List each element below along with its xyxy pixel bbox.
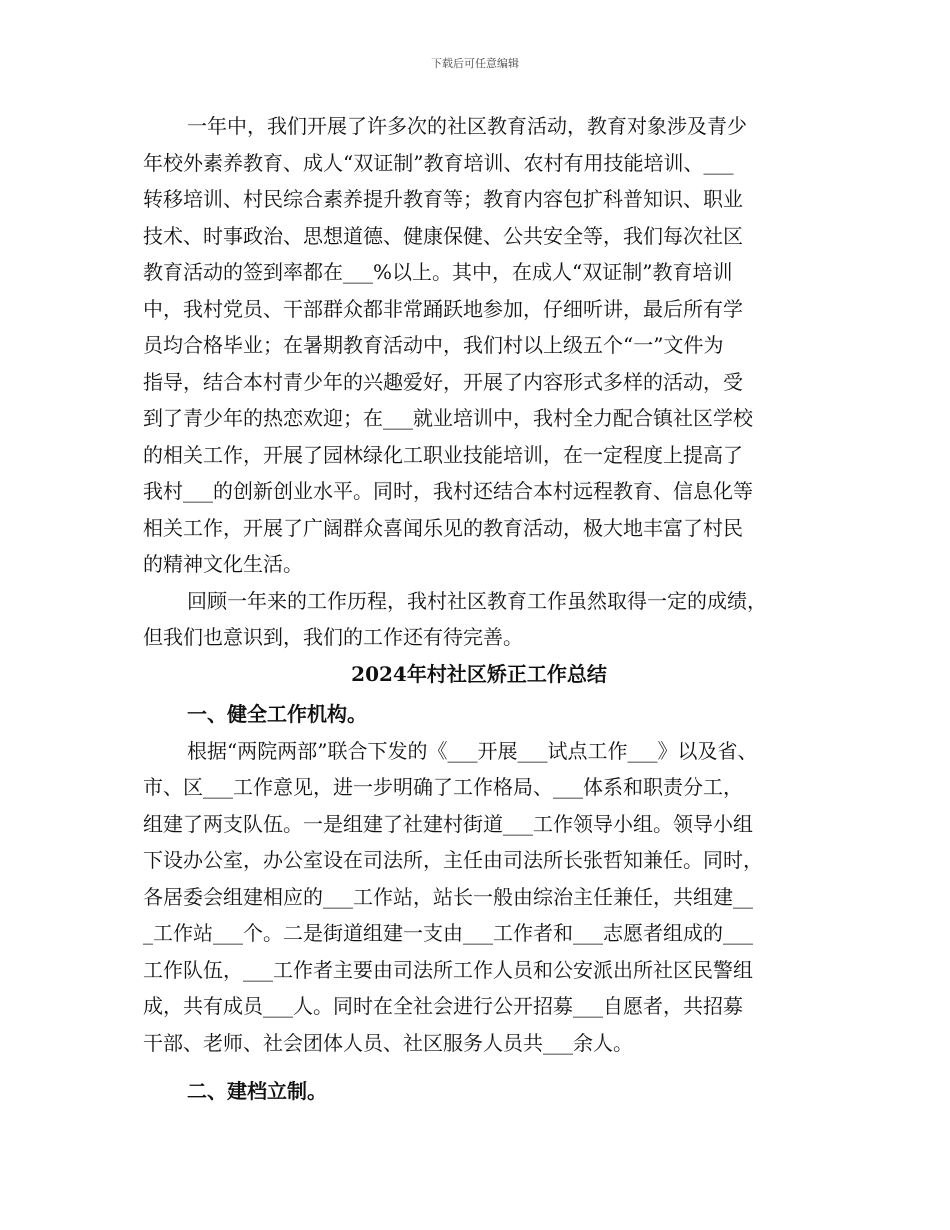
- paragraph-line: 各居委会组建相应的___工作站，站长一般由综治主任兼任，共组建__: [143, 884, 753, 909]
- paragraph-line: 的相关工作，开展了园林绿化工职业技能培训，在一定程度上提高了: [143, 442, 743, 467]
- paragraph-line: 工作队伍，___工作者主要由司法所工作人员和公安派出所社区民警组: [143, 957, 753, 982]
- paragraph-line: 但我们也意识到，我们的工作还有待完善。: [143, 625, 523, 649]
- paragraph-2: [143, 583, 815, 656]
- paragraph-line: 一年中，我们开展了许多次的社区教育活动，教育对象涉及青少: [187, 114, 747, 138]
- paragraph-line: 的精神文化生活。: [143, 552, 303, 576]
- paragraph-line: 回顾一年来的工作历程，我村社区教育工作虽然取得一定的成绩，: [187, 588, 767, 613]
- section-1-body: [143, 733, 815, 1062]
- document-body: [143, 108, 815, 1110]
- document-title: 2024年村社区矫正工作总结: [351, 661, 607, 686]
- paragraph-line: 转移培训、村民综合素养提升教育等；教育内容包扩科普知识、职业: [143, 187, 743, 211]
- page-header: 下载后可任意编辑: [431, 57, 519, 70]
- section-heading-1: 一、健全工作机构。: [187, 702, 367, 726]
- paragraph-line: 教育活动的签到率都在___%以上。其中，在成人“双证制”教育培训: [143, 260, 733, 284]
- paragraph-line: 干部、老师、社会团体人员、社区服务人员共___余人。: [143, 1030, 633, 1055]
- paragraph-line: 市、区___工作意见，进一步明确了工作格局、___体系和职责分工，: [143, 775, 743, 799]
- paragraph-line: 成，共有成员___人。同时在全社会进行公开招募___自愿者，共招募: [143, 994, 743, 1018]
- paragraph-line: _工作站___个。二是街道组建一支由___工作者和___志愿者组成的___: [143, 921, 753, 945]
- paragraph-line: 中，我村党员、干部群众都非常踊跃地参加，仔细听讲，最后所有学: [143, 296, 743, 321]
- section-heading-2: 二、建档立制。: [187, 1079, 327, 1103]
- paragraph-line: 根据“两院两部”联合下发的《___开展___试点工作___》以及省、: [187, 738, 758, 763]
- paragraph-line: 年校外素养教育、成人“双证制”教育培训、农村有用技能培训、___: [143, 150, 734, 175]
- spacer: [143, 1061, 815, 1069]
- paragraph-line: 下设办公室，办公室设在司法所，主任由司法所长张哲知兼任。同时，: [143, 848, 763, 872]
- paragraph-1: [143, 108, 815, 583]
- paragraph-line: 我村___的创新创业水平。同时，我村还结合本村远程教育、信息化等: [143, 479, 753, 503]
- paragraph-line: 到了青少年的热恋欢迎；在___就业培训中，我村全力配合镇社区学校: [143, 406, 753, 430]
- paragraph-line: 组建了两支队伍。一是组建了社建村街道___工作领导小组。领导小组: [143, 811, 753, 836]
- paragraph-line: 技术、时事政治、思想道德、健康保健、公共安全等，我们每次社区: [143, 223, 743, 248]
- paragraph-line: 员均合格毕业；在暑期教育活动中，我们村以上级五个“一”文件为: [143, 333, 724, 357]
- paragraph-line: 相关工作，开展了广阔群众喜闻乐见的教育活动，极大地丰富了村民: [143, 515, 743, 540]
- paragraph-line: 指导，结合本村青少年的兴趣爱好，开展了内容形式多样的活动，受: [143, 369, 743, 394]
